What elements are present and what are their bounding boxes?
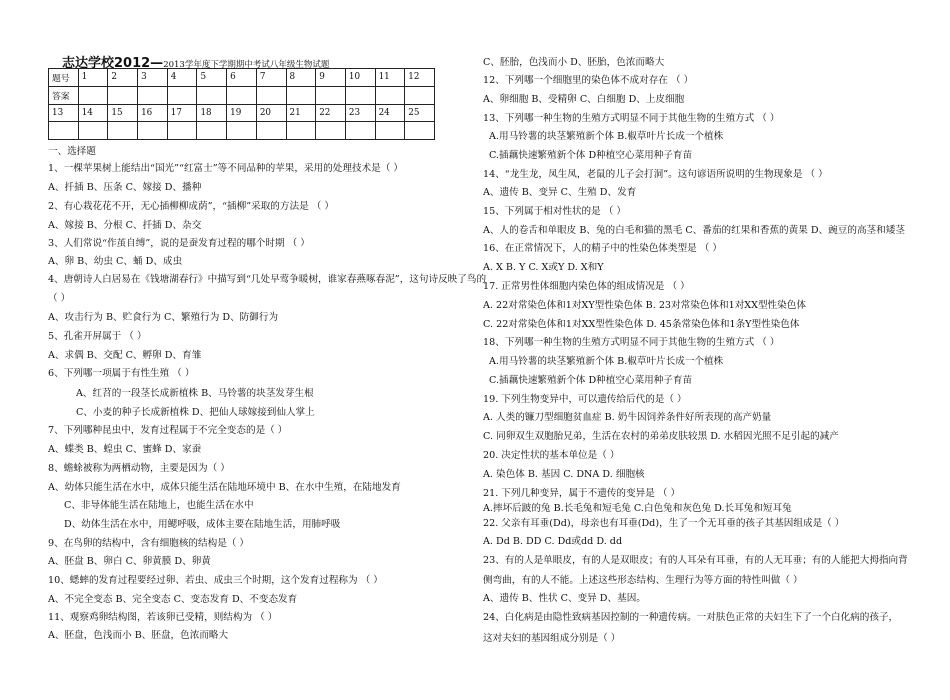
answer-cell (316, 86, 346, 104)
question-left-line: 6、下列哪一项属于有性生殖 （ ） (48, 368, 195, 379)
answer-cell (78, 122, 108, 140)
answer-cell (227, 86, 257, 104)
question-number-cell: 7 (256, 69, 286, 87)
question-number-cell: 6 (227, 69, 257, 87)
answer-cell (345, 86, 375, 104)
question-number-cell: 20 (256, 104, 286, 122)
question-number-cell: 3 (138, 69, 168, 87)
question-right-line: 这对夫妇的基因组成分别是（ ） (483, 633, 621, 644)
question-right-line: 14、“龙生龙，凤生凤，老鼠的儿子会打洞”。这句谚语所说明的生物现象是 （ ） (483, 169, 828, 180)
question-number-cell: 14 (78, 104, 108, 122)
answer-table-row (49, 86, 435, 104)
question-left-line: 5、孔雀开屏属于 （ ） (48, 331, 147, 342)
answer-cell (405, 86, 435, 104)
question-number-cell: 4 (167, 69, 197, 87)
question-right-line: A. 染色体 B. 基因 C. DNA D. 细胞核 (483, 469, 645, 480)
answer-cell (316, 122, 346, 140)
question-right-line: 24、白化病是由隐性致病基因控制的一种遗传病。一对肤色正常的夫妇生下了一个白化病的孩子， (483, 612, 899, 623)
question-right-line: A. 22对常染色体和1对XY型性染色体 B. 23对常染色体和1对XX型性染色体 (483, 300, 806, 311)
question-right-line: 16、在正常情况下，人的精子中的性染色体类型是 （ ） (483, 243, 722, 254)
question-right-line: A、遗传 B、变异 C、生殖 D、发育 (483, 187, 637, 198)
question-left-line: 11、观察鸡卵结构图，若该卵已受精，则结构为 （ ） (48, 612, 278, 623)
answer-cell (197, 86, 227, 104)
answer-cell (138, 86, 168, 104)
question-right-line: A.用马铃薯的块茎繁殖新个体 B.椒草叶片长成一个植株 (489, 131, 724, 142)
question-left-line: 1、一棵苹果树上能结出“国光”“红富士”等不同品种的苹果，采用的处理技术是（ ） (48, 163, 403, 174)
question-right-line: 21. 下列几种变异，属于不遗传的变异是 （ ） (483, 488, 681, 499)
question-right-line: A、遗传 B、性状 C、变异 D、基因。 (483, 593, 646, 604)
answer-cell (375, 86, 405, 104)
question-left-line: A、嫁接 B、分根 C、扦插 D、杂交 (48, 220, 202, 231)
question-right-line: 13、下列哪一种生物的生殖方式明显不同于其他生物的生殖方式 （ ） (483, 113, 780, 124)
answer-cell (345, 122, 375, 140)
question-number-cell: 22 (316, 104, 346, 122)
answer-cell (286, 86, 316, 104)
answer-cell (375, 122, 405, 140)
question-right-line: 19. 下列生物变异中，可以遗传给后代的是（ ） (483, 394, 687, 405)
question-number-cell: 5 (197, 69, 227, 87)
question-left-line: A、红苕的一段茎长成新植株 B、马铃薯的块茎发芽生根 (76, 388, 314, 399)
answer-cell (286, 122, 316, 140)
question-number-cell: 13 (49, 104, 79, 122)
question-left-line: A、不完全变态 B、完全变态 C、变态发育 D、不变态发育 (48, 594, 298, 605)
answer-cell (49, 122, 79, 140)
question-right-line: A、卵细胞 B、受精卵 C、白细胞 D、上皮细胞 (483, 94, 685, 105)
answer-cell (197, 122, 227, 140)
question-left-line: （ ） (48, 293, 71, 304)
question-right-line: A.摔坏后跛的兔 B.长毛兔和短毛兔 C.白色兔和灰色兔 D.长耳兔和短耳兔 (483, 503, 792, 514)
answer-table (48, 68, 435, 140)
answer-cell (138, 122, 168, 140)
question-left-line: A、幼体只能生活在水中，成体只能生活在陆地环境中 B、在水中生殖，在陆地发育 (48, 482, 401, 493)
question-left-line: A、求偶 B、交配 C、孵卵 D、育雏 (48, 350, 202, 361)
question-number-cell: 题号 (49, 69, 79, 87)
answer-table-row (49, 122, 435, 140)
question-number-cell: 8 (286, 69, 316, 87)
question-right-line: C. 同卵双生双胞胎兄弟，生活在农村的弟弟皮肤较黑 D. 水稻因光照不足引起的减产 (483, 431, 839, 442)
question-right-line: 18、下列哪一种生物的生殖方式明显不同于其他生物的生殖方式 （ ） (483, 337, 780, 348)
question-number-cell: 23 (345, 104, 375, 122)
question-number-cell: 24 (375, 104, 405, 122)
question-left-line: A、胚盘，色浅而小 B、胚盘，色浓而略大 (48, 630, 229, 641)
question-left-line: D、幼体生活在水中，用鳃呼吸，成体主要在陆地生活，用肺呼吸 (64, 519, 341, 530)
question-number-cell: 15 (108, 104, 138, 122)
question-left-line: A、扦插 B、压条 C、嫁接 D、播种 (48, 182, 202, 193)
question-number-cell: 9 (316, 69, 346, 87)
question-right-line: 22. 父亲有耳垂(Dd)，母亲也有耳垂(Dd)，生了一个无耳垂的孩子其基因组成是（ ） (483, 518, 845, 529)
question-right-line: A、人的卷舌和单眼皮 B、兔的白毛和猫的黑毛 C、番茄的红果和香蕉的黄果 D、豌豆的高茎和矮茎 (483, 225, 905, 236)
answer-cell (256, 86, 286, 104)
question-number-cell: 17 (167, 104, 197, 122)
question-number-cell: 16 (138, 104, 168, 122)
question-number-cell: 10 (345, 69, 375, 87)
question-left-line: 3、人们常说“作茧自缚”，说的是蚕发育过程的哪个时期 （ ） (48, 238, 310, 249)
question-right-line: 15、下列属于相对性状的是 （ ） (483, 206, 627, 217)
answer-cell (405, 122, 435, 140)
question-right-line: 17. 正常男性体细胞内染色体的组成情况是 （ ） (483, 281, 690, 292)
answer-cell (227, 122, 257, 140)
answer-cell (167, 122, 197, 140)
answer-cell (256, 122, 286, 140)
school-name: 志达学校2012— (62, 56, 164, 71)
question-left-line: 8、蟾蜍被称为两栖动物，主要是因为（ ） (48, 463, 230, 474)
question-left-line: A、攻击行为 B、贮食行为 C、繁殖行为 D、防御行为 (48, 312, 279, 323)
question-left-line: A、蝶类 B、蝗虫 C、蜜蜂 D、家蚕 (48, 444, 202, 455)
answer-cell (108, 86, 138, 104)
question-number-cell: 1 (78, 69, 108, 87)
answer-table-row (49, 104, 435, 122)
question-number-cell: 25 (405, 104, 435, 122)
question-right-line: C、胚胎，色浅而小 D、胚胎，色浓而略大 (483, 57, 665, 68)
question-right-line: C.插藕快速繁殖新个体 D种植空心菜用种子育苗 (489, 375, 693, 386)
question-right-line: A. 人类的镰刀型细胞贫血症 B. 奶牛因饲养条件好所表现的高产奶量 (483, 412, 772, 423)
question-right-line: 侧弯曲，有的人不能。上述这些形态结构、生理行为等方面的特性叫做（ ） (483, 575, 803, 586)
question-right-line: A.用马铃薯的块茎繁殖新个体 B.椒草叶片长成一个植株 (489, 356, 724, 367)
question-number-cell: 18 (197, 104, 227, 122)
question-left-line: 一、选择题 (48, 146, 96, 157)
question-left-line: 4、唐朝诗人白居易在《钱塘湖春行》中描写到“几处早莺争暖树，谁家春燕啄春泥”，这句诗反映了鸟的 (48, 274, 487, 285)
question-right-line: 12、下列哪一个细胞里的染色体不成对存在 （ ） (483, 75, 694, 86)
question-left-line: C、非导体能生活在陆地上，也能生活在水中 (64, 500, 254, 511)
question-right-line: C.插藕快速繁殖新个体 D种植空心菜用种子育苗 (489, 150, 693, 161)
question-right-line: A. X B. Y C. X或Y D. X和Y (483, 262, 604, 273)
question-left-line: 7、下列哪种昆虫中，发育过程属于不完全变态的是（ ） (48, 425, 288, 436)
question-right-line: 23、有的人是单眼皮，有的人是双眼皮；有的人耳朵有耳垂，有的人无耳垂；有的人能把大拇指向背 (483, 555, 908, 566)
question-number-cell: 11 (375, 69, 405, 87)
answer-cell (78, 86, 108, 104)
answer-cell (108, 122, 138, 140)
question-right-line: 20. 决定性状的基本单位是（ ） (483, 450, 620, 461)
question-number-cell: 2 (108, 69, 138, 87)
question-right-line: A. Dd B. DD C. Dd或dd D. dd (483, 536, 623, 547)
question-left-line: A、胚盘 B、卵白 C、卵黄膜 D、卵黄 (48, 556, 211, 567)
question-left-line: A、卵 B、幼虫 C、蛹 D、成虫 (48, 256, 183, 267)
answer-cell: 答案 (49, 86, 79, 104)
exam-subtitle: 2013学年度下学期期中考试八年级生物试题 (163, 60, 330, 70)
question-right-line: C. 22对常染色体和1对XX型性染色体 D. 45条常染色体和1条Y型性染色体 (483, 319, 800, 330)
question-left-line: C、小麦的种子长成新植株 D、把仙人球嫁接到仙人掌上 (76, 407, 315, 418)
question-left-line: 2、有心栽花花不开，无心插柳柳成荫”，“插柳”采取的方法是 （ ） (48, 201, 334, 212)
question-left-line: 10、蟋蟀的发育过程要经过卵、若虫、成虫三个时期，这个发育过程称为 （ ） (48, 575, 383, 586)
answer-table-row (49, 69, 435, 87)
question-number-cell: 12 (405, 69, 435, 87)
question-number-cell: 19 (227, 104, 257, 122)
answer-cell (167, 86, 197, 104)
question-number-cell: 21 (286, 104, 316, 122)
question-left-line: 9、在鸟卵的结构中，含有细胞核的结构是（ ） (48, 538, 250, 549)
